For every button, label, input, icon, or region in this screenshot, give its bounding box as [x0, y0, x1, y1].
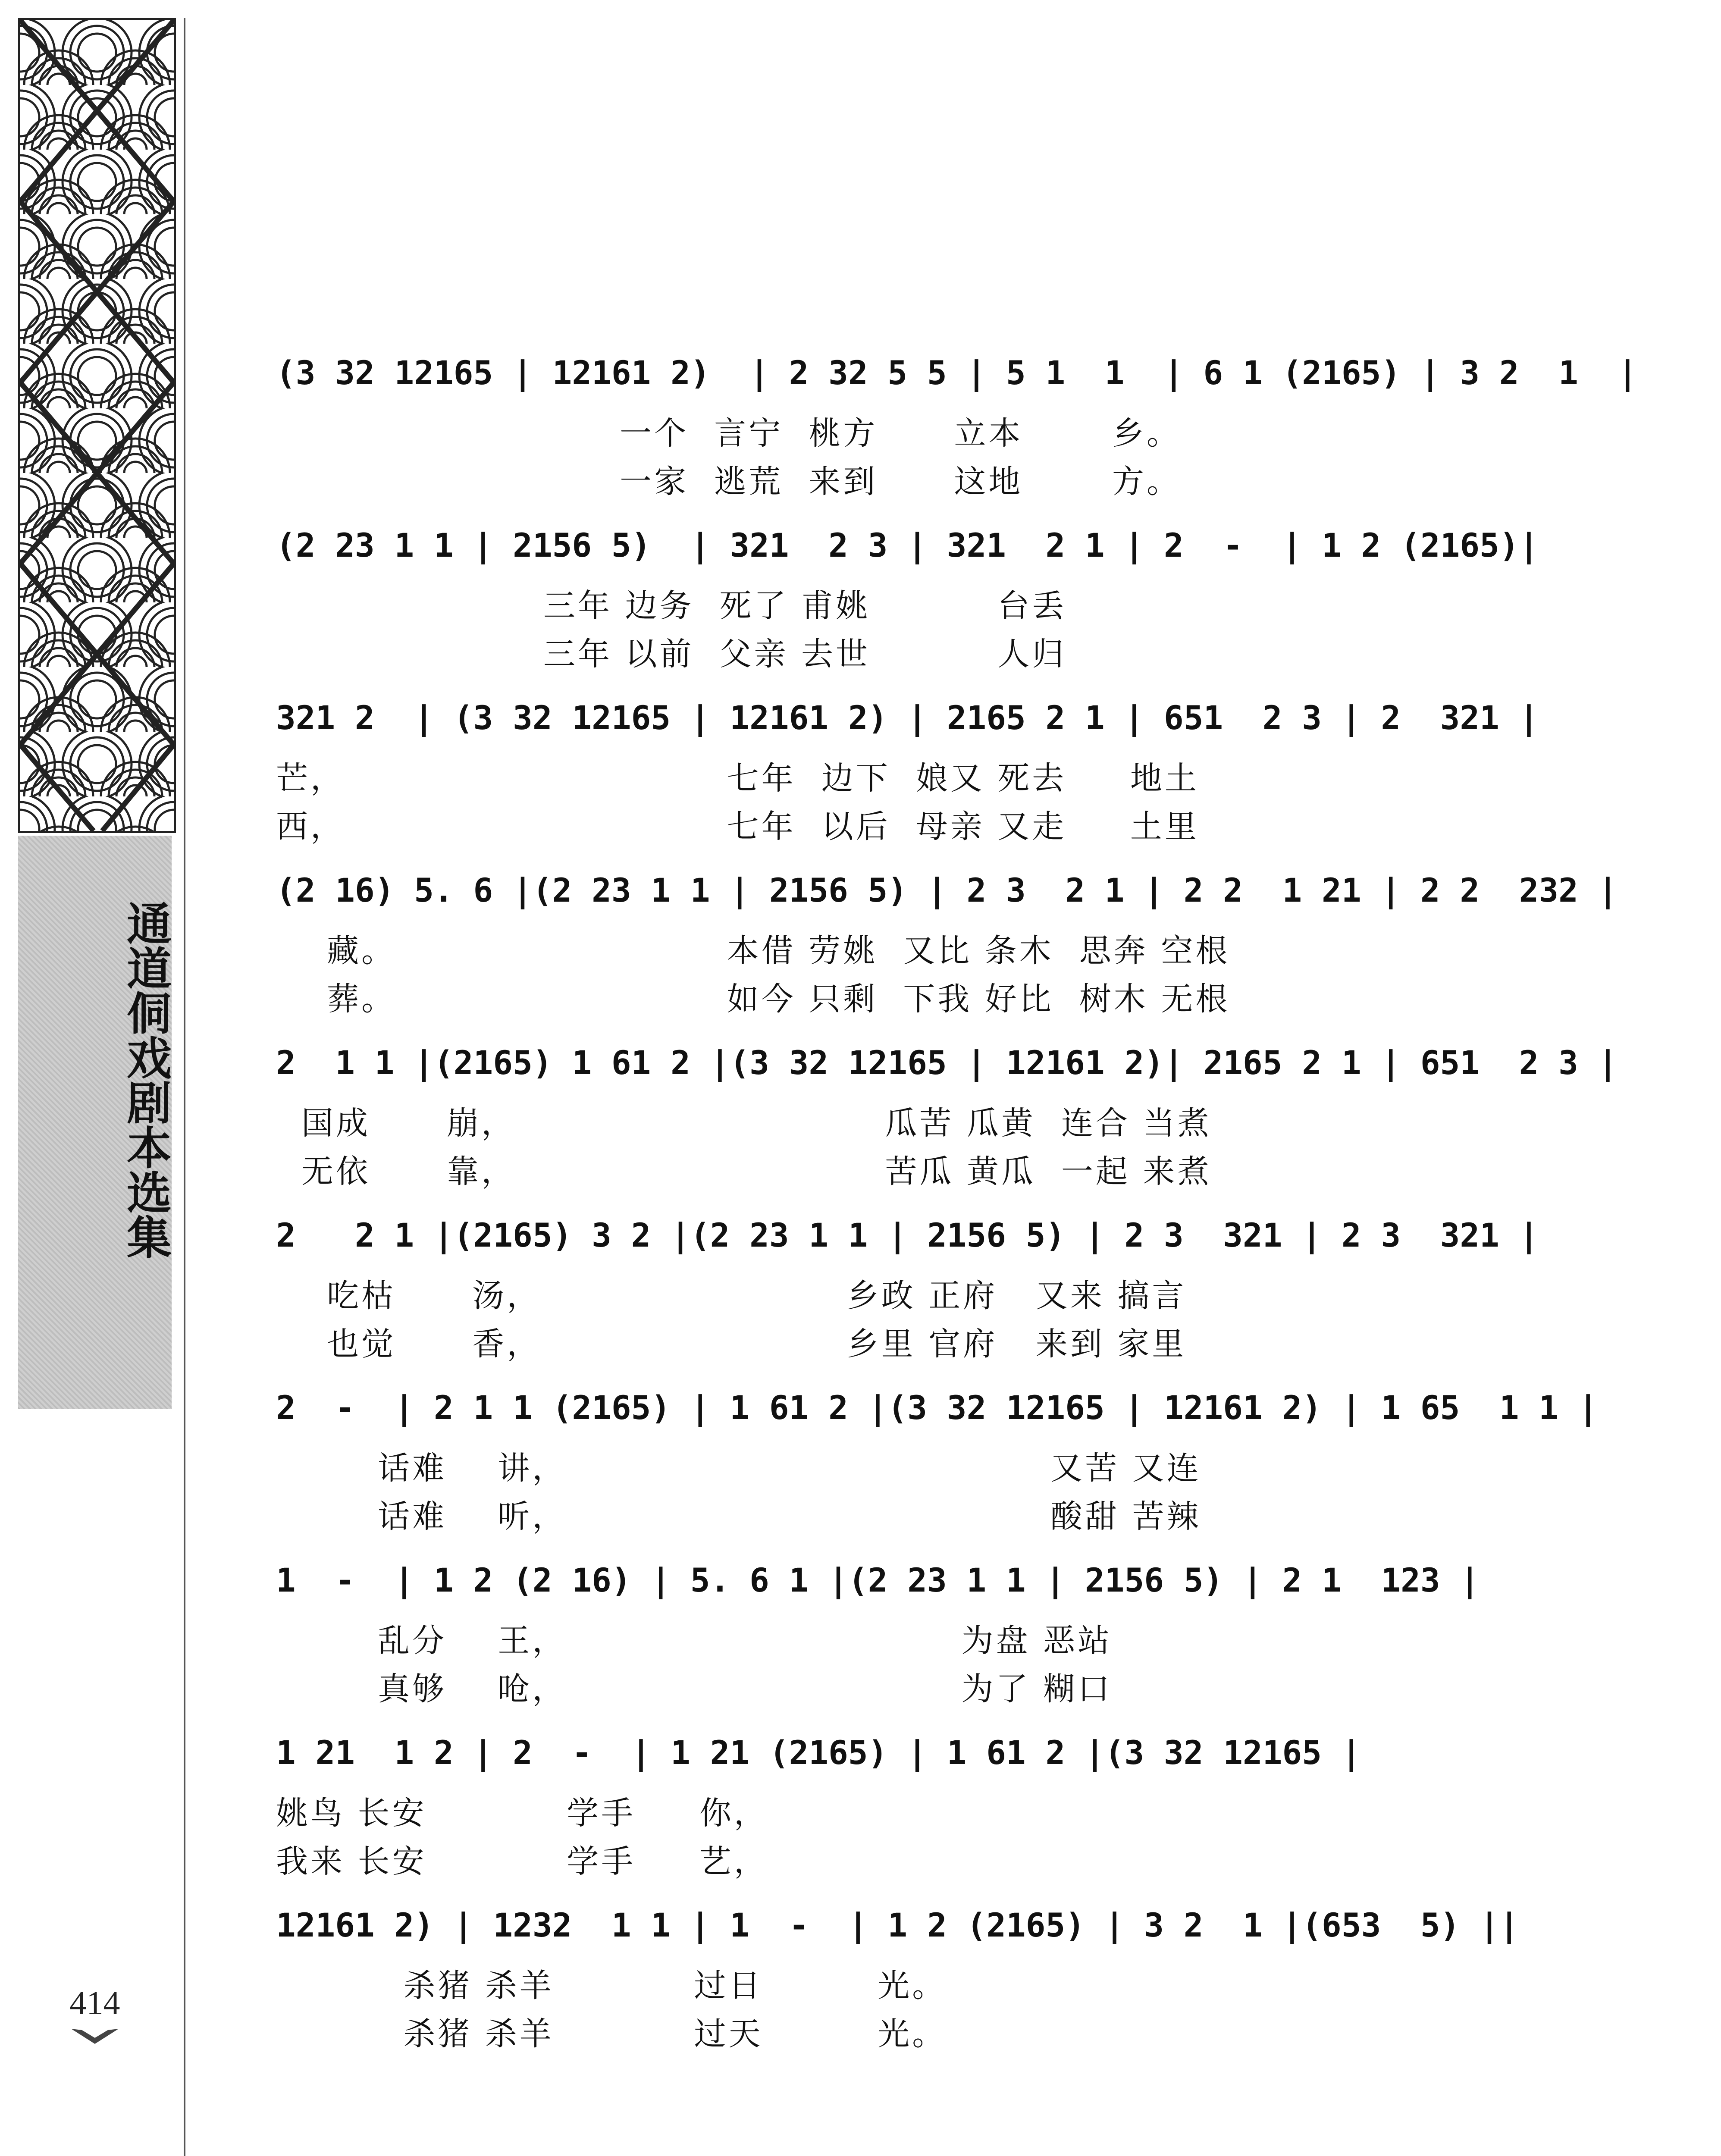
lyric-verse-1: 一个 言宁 桃方 立本 乡。 [276, 415, 1181, 452]
notation-line: 321 2 | (3 32 12165 | 12161 2) | 2165 2 1 | 651 2 3 | 2 321 | [276, 699, 1539, 737]
score-system [276, 517, 1548, 690]
score-system [276, 1207, 1548, 1380]
score-system [276, 1725, 1548, 1897]
notation-line: (3 32 12165 | 12161 2) | 2 32 5 5 | 5 1 1 | 6 1 (2165) | 3 2 1 | [276, 354, 1638, 392]
margin-divider [184, 18, 185, 2156]
lyric-verse-2: 无依 靠， 苦瓜 黄瓜 一起 来煮 [276, 1153, 1212, 1190]
notation-line: 1 - | 1 2 (2 16) | 5. 6 1 |(2 23 1 1 | 2156 5) | 2 1 123 | [276, 1561, 1480, 1599]
lyric-verse-1: 姚鸟 长安 学手 你， [276, 1795, 768, 1832]
score-system [276, 1897, 1548, 2070]
score-system [276, 690, 1548, 862]
score-system [276, 862, 1618, 1035]
notation-line: 12161 2) | 1232 1 1 | 1 - | 1 2 (2165) | 3 2 1 |(653 5) || [276, 1906, 1519, 1944]
lyric-verse-1: 藏。 本借 劳姚 又比 条木 思奔 空根 [276, 932, 1230, 969]
lyric-verse-2: 葬。 如今 只剩 下我 好比 树木 无根 [276, 981, 1230, 1018]
lyric-verse-2: 真够 呛， 为了 糊口 [276, 1670, 1112, 1708]
lyric-verse-1: 三年 边务 死了 甫姚 台丢 [276, 587, 1067, 624]
score-system [276, 1035, 1618, 1207]
notation-line: 2 - | 2 1 1 (2165) | 1 61 2 |(3 32 12165 | 12161 2) | 1 65 1 1 | [276, 1388, 1598, 1427]
lyric-verse-1: 话难 讲， 又苦 又连 [276, 1450, 1201, 1487]
lyric-verse-2: 西， 七年 以后 母亲 又走 土里 [276, 808, 1199, 845]
lyric-verse-1: 杀猪 杀羊 过日 光。 [276, 1967, 947, 2004]
book-title-panel [18, 836, 172, 1409]
lyric-verse-1: 芒， 七年 边下 娘又 死去 地土 [276, 760, 1199, 797]
decorative-cloud-pattern [18, 18, 176, 833]
lyric-verse-2: 三年 以前 父亲 去世 人归 [276, 636, 1067, 673]
book-title: 通道侗戏剧本选集 [119, 900, 172, 1259]
notation-line: 1 21 1 2 | 2 - | 1 21 (2165) | 1 61 2 |(3 32 12165 | [276, 1733, 1361, 1772]
score-system [276, 345, 1638, 517]
lyric-verse-1: 乱分 王， 为盘 恶站 [276, 1622, 1112, 1659]
lyric-verse-2: 我来 长安 学手 艺， [276, 1843, 768, 1880]
lyric-verse-1: 国成 崩， 瓜苦 瓜黄 连合 当煮 [276, 1105, 1212, 1142]
page-flourish-icon [69, 2027, 121, 2046]
notation-line: 2 2 1 |(2165) 3 2 |(2 23 1 1 | 2156 5) | 2 3 321 | 2 3 321 | [276, 1216, 1539, 1254]
notation-line: (2 16) 5. 6 |(2 23 1 1 | 2156 5) | 2 3 2 1 | 2 2 1 21 | 2 2 232 | [276, 871, 1618, 909]
lyric-verse-2: 杀猪 杀羊 过天 光。 [276, 2015, 947, 2053]
page-number: 414 [69, 1984, 120, 2021]
lyric-verse-2: 话难 听， 酸甜 苦辣 [276, 1498, 1201, 1535]
score-system [276, 1380, 1598, 1552]
notation-line: 2 1 1 |(2165) 1 61 2 |(3 32 12165 | 12161 2)| 2165 2 1 | 651 2 3 | [276, 1044, 1618, 1082]
lyric-verse-2: 也觉 香， 乡里 官府 来到 家里 [276, 1326, 1187, 1363]
cloud-pattern-graphic [20, 20, 174, 831]
notation-line: (2 23 1 1 | 2156 5) | 321 2 3 | 321 2 1 | 2 - | 1 2 (2165)| [276, 526, 1539, 564]
lyric-verse-1: 吃枯 汤， 乡政 正府 又来 搞言 [276, 1277, 1187, 1314]
lyric-verse-2: 一家 逃荒 来到 这地 方。 [276, 463, 1181, 500]
jianpu-score [276, 345, 1638, 2113]
score-system [276, 1552, 1548, 1725]
